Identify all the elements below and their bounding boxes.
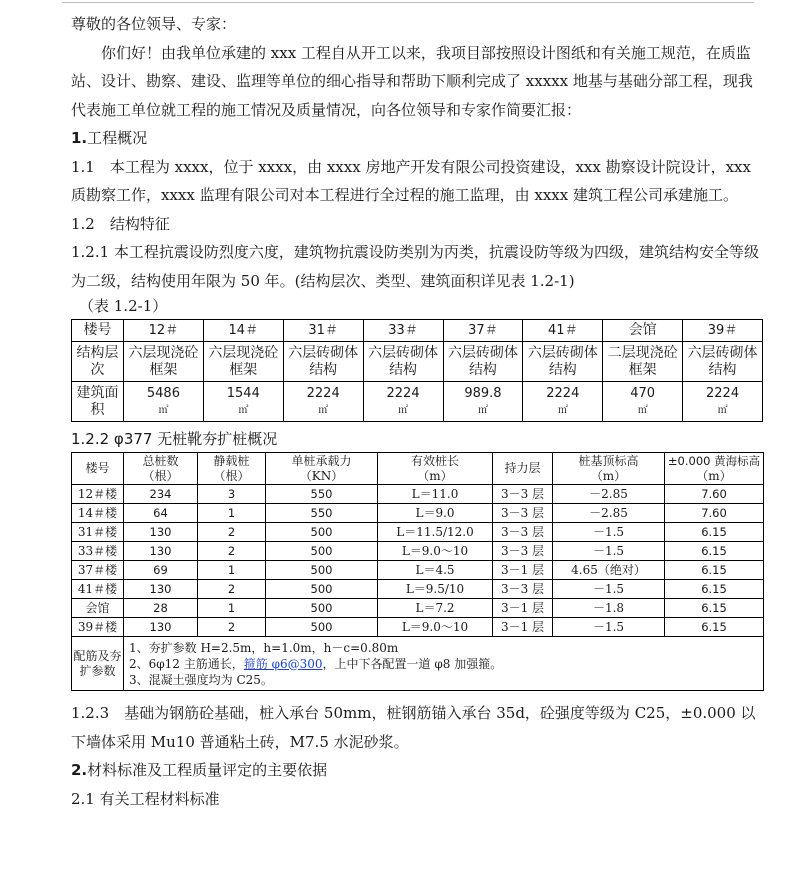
area-unit: ㎡: [238, 404, 249, 416]
area-value: 2224: [306, 385, 340, 401]
table-cell: －2.85: [553, 485, 665, 504]
table-cell: 234: [124, 485, 198, 504]
section-2-heading: [71, 756, 763, 785]
column-header: 有效桩长 （m）: [378, 453, 493, 485]
table-cell: [283, 382, 363, 422]
table-cell: 37＃: [443, 320, 523, 342]
table-cell: 会馆: [72, 599, 124, 618]
table-cell: 41＃楼: [72, 580, 124, 599]
area-unit: ㎡: [717, 404, 728, 416]
table-cell: 39＃楼: [72, 618, 124, 637]
table-cell: 6.15: [665, 580, 764, 599]
table-cell: 550: [266, 485, 378, 504]
table-cell: 31＃楼: [72, 523, 124, 542]
heading-2-1: 2.1 有关工程材料标准: [71, 789, 220, 808]
note-1: 1、夯扩参数 H=2.5m，h=1.0m，h－c=0.80m: [129, 640, 399, 655]
table-cell: 500: [266, 580, 378, 599]
table-cell: L＝4.5: [378, 561, 493, 580]
pile-table: [71, 452, 764, 691]
section-2-title: 材料标准及工程质量评定的主要依据: [87, 761, 328, 779]
table-cell: L＝9.0: [378, 504, 493, 523]
table-cell: 3－3 层: [493, 523, 553, 542]
table-cell: 六层现浇砼框架: [203, 342, 283, 382]
area-value: 2224: [386, 385, 420, 401]
table-cell: 12＃楼: [72, 485, 124, 504]
area-unit: ㎡: [557, 404, 568, 416]
table-cell: 41＃: [523, 320, 603, 342]
table-cell: 6.15: [665, 561, 764, 580]
area-unit: ㎡: [637, 404, 648, 416]
column-header: 持力层: [493, 453, 553, 485]
notes-label: 配筋及夯 扩参数: [72, 637, 124, 691]
table-cell: 6.15: [665, 523, 764, 542]
table-row: [72, 542, 764, 561]
table-cell: 6.15: [665, 599, 764, 618]
table-cell: 130: [124, 618, 198, 637]
table-row: [72, 599, 764, 618]
table-cell: 4.65（绝对）: [553, 561, 665, 580]
table-cell: [683, 382, 763, 422]
table-cell: －1.5: [553, 580, 665, 599]
area-value: 989.8: [464, 385, 502, 401]
greeting: 尊敬的各位领导、专家：: [71, 15, 237, 33]
table-cell: 550: [266, 504, 378, 523]
table-cell: 69: [124, 561, 198, 580]
column-header: 桩基顶标高 （m）: [553, 453, 665, 485]
table-cell: 130: [124, 580, 198, 599]
table-cell: L＝11.5/12.0: [378, 523, 493, 542]
table-cell: 500: [266, 542, 378, 561]
table-1-caption: （表 1.2-1）: [79, 297, 168, 315]
table-cell: 2: [198, 580, 266, 599]
document-page: [71, 10, 763, 813]
table-cell: 64: [124, 504, 198, 523]
table-cell: 28: [124, 599, 198, 618]
note-2: 2、6φ12 主筋通长，箍筋 φ6@300，上中下各配置一道 φ8 加强箍。: [129, 656, 503, 671]
table-cell: 3: [198, 485, 266, 504]
column-header: 总桩数 （根）: [124, 453, 198, 485]
table-cell: 500: [266, 523, 378, 542]
table-cell: 3－3 层: [493, 485, 553, 504]
area-value: 5486: [146, 385, 180, 401]
table-row: [72, 523, 764, 542]
table-row: [72, 504, 764, 523]
area-value: 2224: [706, 385, 740, 401]
table-cell: 六层砖砌体结构: [363, 342, 443, 382]
column-header: 楼号: [72, 453, 124, 485]
structure-table: [71, 319, 763, 422]
paragraph-1-1: 1.1 本工程为 xxxx，位于 xxxx，由 xxxx 房地产开发有限公司投资建设，xxx 勘察设计院设计，xxx 质勘察工作，xxxx 监理有限公司对本工程进行全过程的施工监理，由 xxxx 建筑工程公司承建施工。: [71, 157, 751, 204]
section-1-heading: [71, 124, 763, 153]
table-cell: 2: [198, 618, 266, 637]
table-cell: 130: [124, 523, 198, 542]
paragraph-1-2-3: 1.2.3 基础为钢筋砼基础，桩入承台 50mm，桩钢筋锚入承台 35d，砼强度等级为 C25，±0.000 以下墙体采用 Mu10 普通粘土砖，M7.5 水泥砂浆。: [71, 704, 756, 751]
heading-1-2-2: 1.2.2 φ377 无桩靴夯扩桩概况: [71, 430, 278, 448]
table-cell: 2: [198, 542, 266, 561]
table-row: [72, 382, 763, 422]
table-cell: 7.60: [665, 504, 764, 523]
table-cell: －1.8: [553, 599, 665, 618]
area-value: 1544: [226, 385, 260, 401]
table-cell: [363, 382, 443, 422]
area-unit: ㎡: [158, 404, 169, 416]
table-cell: 37＃楼: [72, 561, 124, 580]
note-3: 3、混凝土强度均为 C25。: [129, 672, 273, 687]
table-cell: 130: [124, 542, 198, 561]
table-row: [72, 618, 764, 637]
table-cell: 1: [198, 561, 266, 580]
table-cell: 3－3 层: [493, 542, 553, 561]
header-rule: [62, 2, 754, 3]
table-cell: 楼号: [72, 320, 124, 342]
table-cell: 2: [198, 523, 266, 542]
table-cell: 3－1 层: [493, 561, 553, 580]
table-cell: 3－3 层: [493, 580, 553, 599]
table-cell: 33＃楼: [72, 542, 124, 561]
table-cell: 1: [198, 504, 266, 523]
section-2-number: 2.: [71, 761, 88, 779]
table-cell: L＝9.0～10: [378, 618, 493, 637]
area-unit: ㎡: [477, 404, 488, 416]
table-cell: L＝11.0: [378, 485, 493, 504]
area-unit: ㎡: [398, 404, 409, 416]
table-cell: 六层砖砌体结构: [683, 342, 763, 382]
pile-table-body: [72, 485, 764, 637]
intro-paragraph: 你们好！由我单位承建的 xxx 工程自从开工以来，我项目部按照设计图纸和有关施工规范，在质监站、设计、勘察、建设、监理等单位的细心指导和帮助下顺利完成了 xxxxx 地基与基础分部工程，现我代表施工单位就工程的施工情况及质量情况，向各位领导和专家作简要汇报：: [71, 43, 753, 119]
table-cell: 6.15: [665, 542, 764, 561]
table-cell: [124, 382, 204, 422]
table-row: [72, 580, 764, 599]
table-cell: [203, 382, 283, 422]
table-cell: 六层砖砌体结构: [523, 342, 603, 382]
table-cell: [523, 382, 603, 422]
table-cell: 6.15: [665, 618, 764, 637]
table-row: [72, 342, 763, 382]
table-cell: 31＃: [283, 320, 363, 342]
table-cell: 二层现浇砼框架: [603, 342, 683, 382]
table-cell: 六层砖砌体结构: [443, 342, 523, 382]
section-1-title: 工程概况: [87, 129, 148, 147]
table-cell: 3－3 层: [493, 504, 553, 523]
table-cell: 1: [198, 599, 266, 618]
area-value: 470: [630, 385, 656, 401]
table-cell: [603, 382, 683, 422]
column-header: 单桩承载力 （KN）: [266, 453, 378, 485]
table-cell: 33＃: [363, 320, 443, 342]
table-cell: L＝9.5/10: [378, 580, 493, 599]
table-cell: 500: [266, 561, 378, 580]
table-cell: L＝9.0～10: [378, 542, 493, 561]
table-cell: －1.5: [553, 542, 665, 561]
table-cell: 12＃: [124, 320, 204, 342]
table-cell: 14＃楼: [72, 504, 124, 523]
table-cell: 3－1 层: [493, 599, 553, 618]
column-header: ±0.000 黄海标高 （m）: [665, 453, 764, 485]
notes-cell: [124, 637, 764, 691]
heading-1-2: 1.2 结构特征: [71, 214, 170, 233]
table-row: [72, 485, 764, 504]
table-cell: －2.85: [553, 504, 665, 523]
paragraph-1-2-1: 1.2.1 本工程抗震设防烈度六度，建筑物抗震设防类别为丙类，抗震设防等级为四级，建筑结构安全等级为二级，结构使用年限为 50 年。(结构层次、类型、建筑面积详见表 1.2-1): [71, 243, 759, 290]
stirrup-link[interactable]: 箍筋 φ6@300: [243, 656, 323, 671]
table-cell: 500: [266, 599, 378, 618]
table-cell: 3－1 层: [493, 618, 553, 637]
column-header: 静载桩 （根）: [198, 453, 266, 485]
table-cell: －1.5: [553, 523, 665, 542]
table-cell: 500: [266, 618, 378, 637]
table-cell: [443, 382, 523, 422]
table-cell: 结构层次: [72, 342, 124, 382]
table-row: [72, 561, 764, 580]
table-cell: 39＃: [683, 320, 763, 342]
table-row: [72, 320, 763, 342]
table-header-row: [72, 453, 764, 485]
table-cell: 7.60: [665, 485, 764, 504]
table-cell: －1.5: [553, 618, 665, 637]
table-cell: 六层砖砌体结构: [283, 342, 363, 382]
table-cell: 会馆: [603, 320, 683, 342]
table-cell: L＝7.2: [378, 599, 493, 618]
area-unit: ㎡: [318, 404, 329, 416]
notes-row: [72, 637, 764, 691]
area-value: 2224: [546, 385, 580, 401]
table-cell: 建筑面积: [72, 382, 124, 422]
table-cell: 六层现浇砼框架: [124, 342, 204, 382]
table-cell: 14＃: [203, 320, 283, 342]
section-1-number: 1.: [71, 129, 88, 147]
